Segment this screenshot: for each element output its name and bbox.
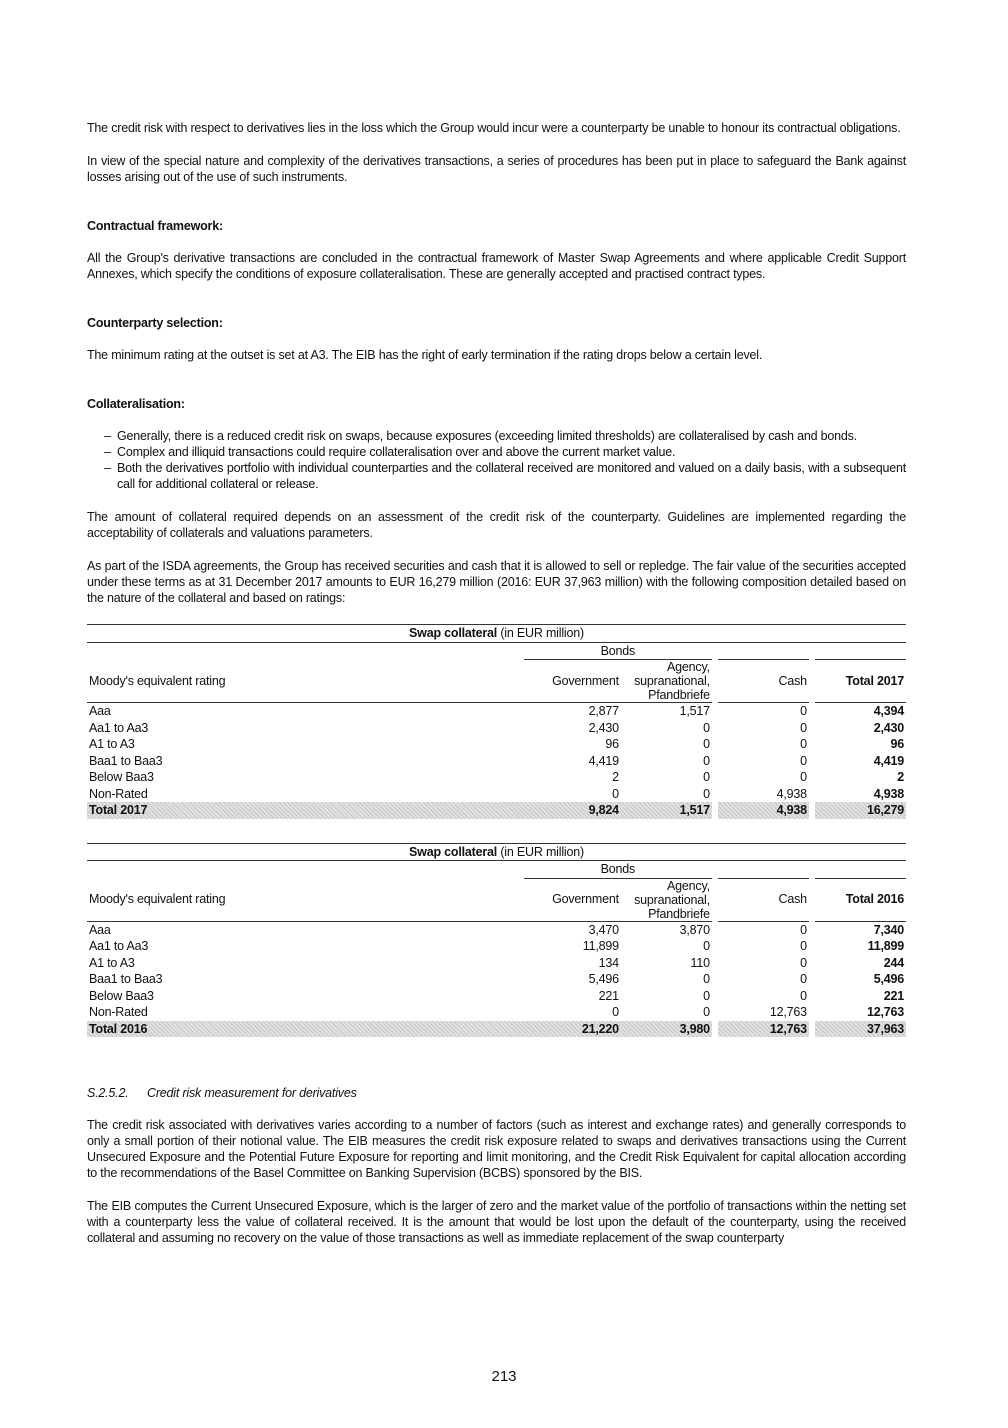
agency-line-1: Agency, [667, 660, 710, 674]
collateral-paragraph-2: As part of the ISDA agreements, the Group has received securities and cash that it is allowed to sell or repledge. The fair value of the securities accepted under these terms as at 31 December 2017 amounts to EUR 16,279 million (2016: EUR 37,963 million) with the following composition detailed based on the nature of the collateral and based on ratings: [87, 559, 906, 605]
agency-line-1: Agency, [667, 878, 710, 893]
total-government: 9,824 [524, 802, 621, 819]
rating-cell: Non-Rated [89, 786, 148, 801]
cash-cell: 0 [800, 753, 807, 768]
rating-cell: Baa1 to Baa3 [89, 972, 163, 986]
rating-cell: Aa1 to Aa3 [89, 939, 149, 953]
total-cell: 5,496 [873, 972, 904, 986]
total-cell: 7,340 [873, 922, 904, 937]
agency-cell: 0 [703, 939, 710, 953]
agency-cell: 1,517 [679, 704, 710, 718]
government-cell: 2 [612, 770, 619, 784]
total-cell: 4,394 [873, 704, 904, 718]
intro-paragraph-1: The credit risk with respect to derivatives lies in the loss which the Group would incur were a counterparty be unable to honour its contractual obligations. [87, 121, 901, 135]
table-row [87, 938, 906, 955]
col-header-total: Total 2017 [815, 660, 906, 703]
total-cell: 244 [883, 955, 904, 970]
total-cell: 96 [890, 737, 904, 751]
table-row [87, 720, 906, 737]
counterparty-heading: Counterparty selection: [87, 316, 223, 330]
total-cell: 4,419 [873, 753, 904, 768]
rating-cell: A1 to A3 [89, 737, 135, 751]
agency-line-3: Pfandbriefe [648, 688, 710, 702]
collateralisation-bullets [87, 428, 906, 492]
cash-cell: 0 [800, 955, 807, 970]
total-cell: 2 [897, 770, 904, 784]
swap-collateral-table-2017 [87, 624, 906, 819]
table-row [87, 736, 906, 753]
rating-cell: Non-Rated [89, 1005, 148, 1019]
bullet-item: – Generally, there is a reduced credit risk on swaps, because exposures (exceeding limited thresholds) are collateralised by cash and bonds. [87, 428, 906, 444]
section-paragraph-1: The credit risk associated with derivatives varies according to a number of factors (such as interest and exchange rates) and generally corresponds to only a small portion of their notional value. The EIB measures the credit risk exposure related to swaps and derivatives transactions using the Current Unsecured Exposure and the Potential Future Exposure for reporting and limit monitoring, and the Credit Risk Equivalent for capital allocation according to the recommendations of the Basel Committee on Banking Supervision (BCBS) sponsored by the BIS. [87, 1118, 906, 1180]
section-heading [87, 1085, 906, 1101]
contractual-text: All the Group's derivative transactions are concluded in the contractual framework of Master Swap Agreements and where applicable Credit Support Annexes, which specify the conditions of exposure collateralisation. These are generally accepted and practised contract types. [87, 251, 906, 281]
bonds-header: Bonds [524, 861, 712, 879]
collateralisation-heading: Collateralisation: [87, 397, 185, 411]
agency-cell: 0 [703, 1005, 710, 1019]
government-cell: 0 [612, 786, 619, 801]
government-cell: 221 [598, 988, 619, 1003]
government-cell: 11,899 [582, 939, 619, 953]
table-row [87, 1004, 906, 1021]
table-row [87, 703, 906, 720]
total-cell: 2,430 [873, 720, 904, 735]
table-row [87, 955, 906, 972]
table-row [87, 753, 906, 770]
agency-cell: 0 [703, 770, 710, 784]
total-label: Total 2016 [87, 1021, 524, 1038]
section-paragraph-2: The EIB computes the Current Unsecured Exposure, which is the larger of zero and the market value of the portfolio of transactions within the netting set with a counterparty less the value of collateral received. It is the amount that would be lost upon the default of the counterparty, using the received collateral and assuming no recovery on the value of those transactions as well as immediate replacement of the swap counterparty [87, 1199, 906, 1245]
bullet-item: – Both the derivatives portfolio with individual counterparties and the collateral received are monitored and valued on a daily basis, with a subsequent call for additional collateral or release. [87, 460, 906, 492]
table-row [87, 769, 906, 786]
total-label: Total 2017 [87, 802, 524, 819]
intro-paragraph-2: In view of the special nature and complexity of the derivatives transactions, a series of procedures has been put in place to safeguard the Bank against losses arising out of the use of such instruments. [87, 154, 906, 184]
government-cell: 96 [605, 737, 619, 751]
agency-cell: 0 [703, 737, 710, 751]
table-row [87, 971, 906, 988]
total-total: 37,963 [815, 1021, 906, 1038]
col-header-cash: Cash [718, 878, 809, 921]
total-cash: 4,938 [718, 802, 809, 819]
rating-cell: A1 to A3 [89, 955, 135, 970]
agency-cell: 0 [703, 753, 710, 768]
cash-cell: 12,763 [769, 1005, 807, 1019]
agency-cell: 0 [703, 786, 710, 801]
total-cell: 12,763 [866, 1005, 904, 1019]
table-row [87, 921, 906, 938]
agency-line-2: supranational, [634, 674, 710, 688]
section-number: S.2.5.2. [87, 1086, 129, 1100]
total-agency: 3,980 [621, 1021, 712, 1038]
col-header-government: Government [524, 878, 621, 921]
col-header-agency [621, 660, 712, 703]
cash-cell: 0 [800, 770, 807, 784]
rating-cell: Below Baa3 [89, 770, 154, 784]
rating-cell: Aa1 to Aa3 [89, 720, 149, 735]
government-cell: 5,496 [588, 972, 619, 986]
section-title: Credit risk measurement for derivatives [147, 1086, 357, 1100]
agency-line-3: Pfandbriefe [648, 906, 710, 921]
col-header-agency [621, 878, 712, 921]
agency-cell: 3,870 [679, 922, 710, 937]
total-cell: 221 [883, 988, 904, 1003]
total-cell: 4,938 [873, 786, 904, 801]
bonds-header: Bonds [524, 642, 712, 660]
government-cell: 4,419 [588, 753, 619, 768]
cash-cell: 0 [800, 922, 807, 937]
government-cell: 2,877 [588, 704, 619, 718]
cash-cell: 0 [800, 939, 807, 953]
total-cell: 11,899 [867, 939, 904, 953]
col-header-government: Government [524, 660, 621, 703]
total-cash: 12,763 [718, 1021, 809, 1038]
cash-cell: 0 [800, 988, 807, 1003]
col-header-rating: Moody's equivalent rating [87, 660, 524, 703]
total-total: 16,279 [815, 802, 906, 819]
agency-line-2: supranational, [634, 892, 710, 907]
cash-cell: 4,938 [776, 786, 807, 801]
caption-unit: (in EUR million) [497, 626, 584, 640]
page-number: 213 [491, 1368, 517, 1385]
government-cell: 2,430 [588, 720, 619, 735]
document-body [87, 120, 906, 1263]
cash-cell: 0 [800, 972, 807, 986]
counterparty-text: The minimum rating at the outset is set at A3. The EIB has the right of early termination if the rating drops below a certain level. [87, 348, 763, 362]
government-cell: 3,470 [588, 922, 619, 937]
government-cell: 134 [598, 955, 619, 970]
rating-cell: Below Baa3 [89, 988, 154, 1003]
total-agency: 1,517 [621, 802, 712, 819]
contractual-heading: Contractual framework: [87, 219, 223, 233]
rating-cell: Baa1 to Baa3 [89, 753, 163, 768]
bullet-item: – Complex and illiquid transactions could require collateralisation over and above the current market value. [87, 444, 906, 460]
cash-cell: 0 [800, 737, 807, 751]
rating-cell: Aaa [89, 922, 111, 937]
agency-cell: 0 [703, 720, 710, 735]
cash-cell: 0 [800, 720, 807, 735]
cash-cell: 0 [800, 704, 807, 718]
caption-title: Swap collateral [409, 844, 498, 859]
total-government: 21,220 [524, 1021, 621, 1038]
agency-cell: 0 [703, 972, 710, 986]
caption-unit: (in EUR million) [497, 844, 584, 859]
table-row [87, 786, 906, 803]
table-caption [87, 625, 906, 643]
collateral-paragraph-1: The amount of collateral required depends on an assessment of the credit risk of the counterparty. Guidelines are implemented regarding the acceptability of collaterals and valuations parameters. [87, 510, 906, 540]
agency-cell: 0 [703, 988, 710, 1003]
col-header-total: Total 2016 [815, 878, 906, 921]
rating-cell: Aaa [89, 704, 111, 718]
col-header-rating: Moody's equivalent rating [87, 878, 524, 921]
table-row [87, 988, 906, 1005]
government-cell: 0 [612, 1005, 619, 1019]
table-caption [87, 843, 906, 861]
agency-cell: 110 [690, 955, 710, 970]
swap-collateral-table-2016 [87, 843, 906, 1038]
col-header-cash: Cash [718, 660, 809, 703]
caption-title: Swap collateral [409, 626, 498, 640]
